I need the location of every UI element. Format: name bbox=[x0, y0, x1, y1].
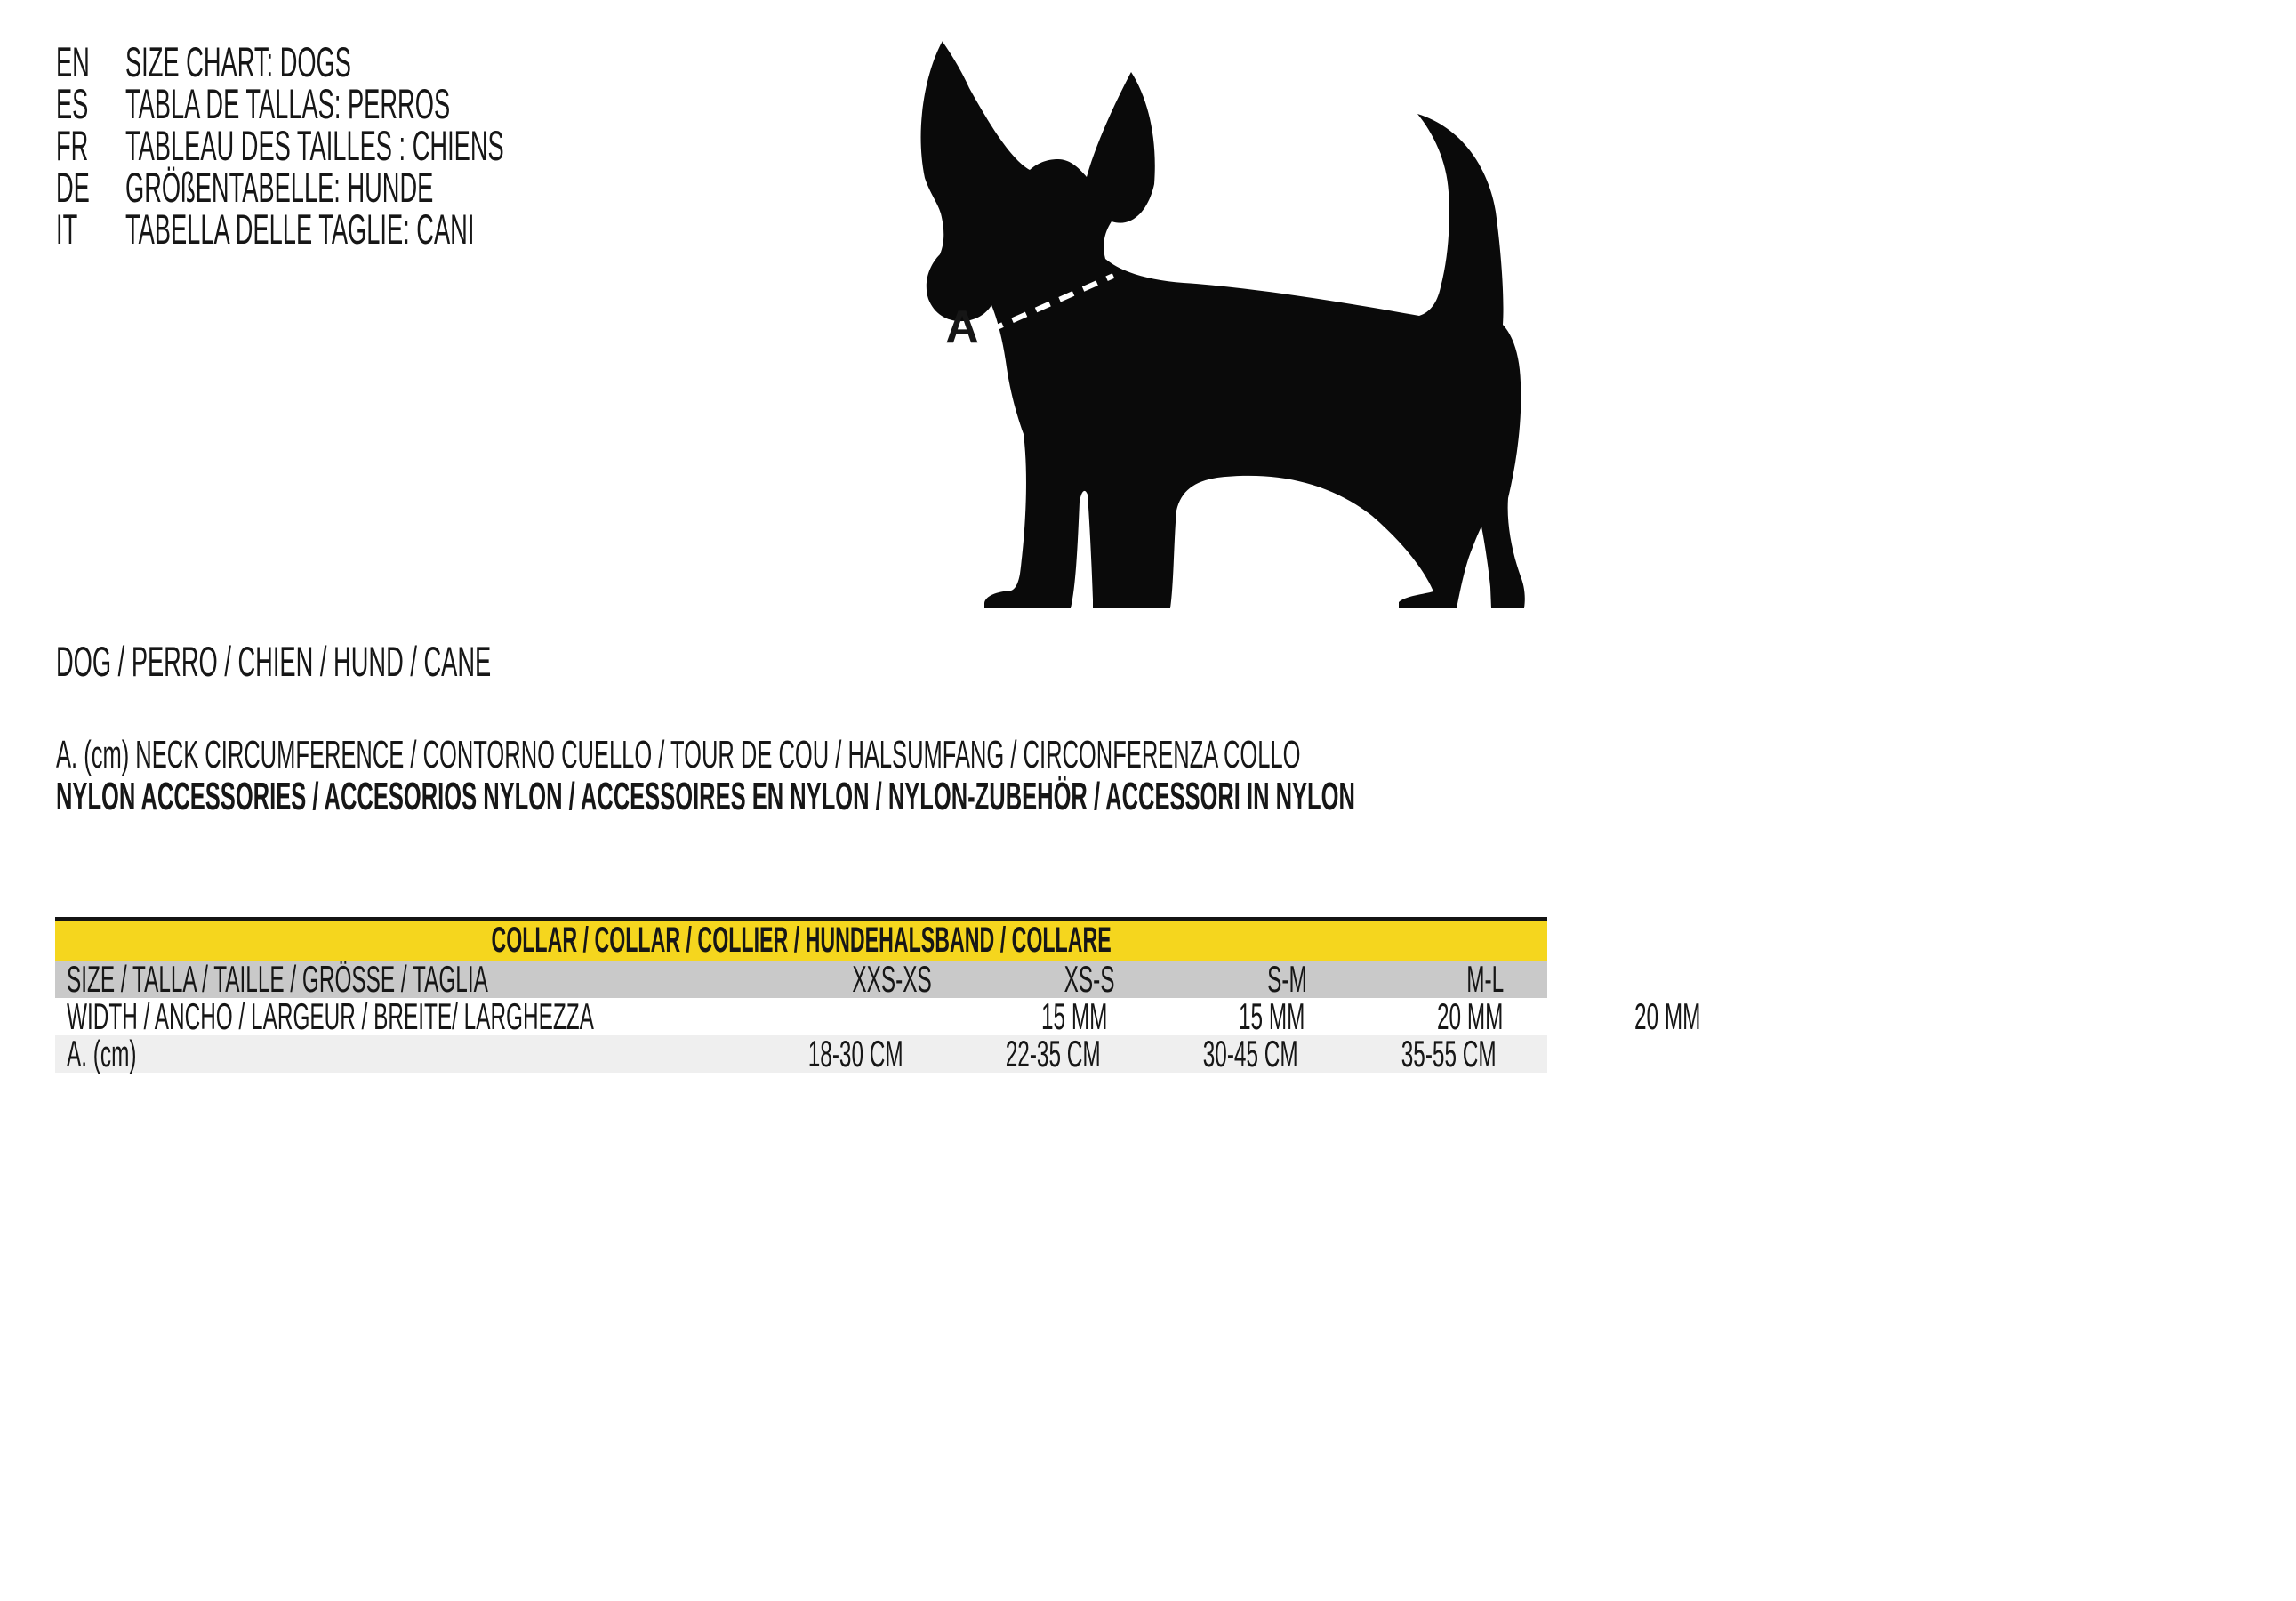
dog-caption-text: DOG / PERRO / CHIEN / HUND / CANE bbox=[56, 638, 492, 685]
lang-row-en bbox=[56, 38, 778, 85]
measure-a-label: A bbox=[945, 302, 979, 353]
width-value-4: 20 MM bbox=[1634, 995, 1701, 1037]
title-en: SIZE CHART: DOGS bbox=[125, 38, 351, 85]
language-title-list bbox=[56, 38, 778, 253]
neck-value-2: 22-35 CM bbox=[1005, 1033, 1101, 1074]
nylon-accessories-note bbox=[56, 775, 2296, 819]
table-header-collar bbox=[55, 921, 1547, 961]
neck-value-1: 18-30 CM bbox=[807, 1033, 903, 1074]
width-value-3: 20 MM bbox=[1436, 995, 1504, 1037]
title-fr: TABLEAU DES TAILLES : CHIENS bbox=[125, 122, 504, 169]
lang-row-it bbox=[56, 205, 778, 253]
neck-value-3: 30-45 CM bbox=[1202, 1033, 1298, 1074]
lang-code-es: ES bbox=[56, 80, 89, 127]
size-value-m-l: M-L bbox=[1466, 958, 1505, 1000]
collar-size-table bbox=[55, 917, 1701, 1074]
lang-code-en: EN bbox=[56, 38, 90, 85]
table-row-size bbox=[55, 958, 1547, 1000]
row-label-a-cm: A. (cm) bbox=[67, 1033, 137, 1074]
size-value-s-m: S-M bbox=[1267, 958, 1308, 1000]
lang-row-es bbox=[56, 80, 778, 127]
lang-row-fr bbox=[56, 122, 778, 169]
lang-code-fr: FR bbox=[56, 122, 89, 169]
dog-silhouette-path bbox=[921, 41, 1525, 608]
size-value-xs-s: XS-S bbox=[1064, 958, 1115, 1000]
row-label-width: WIDTH / ANCHO / LARGEUR / BREITE/ LARGHEZZA bbox=[67, 995, 594, 1037]
neck-circumference-note bbox=[56, 733, 2202, 777]
table-row-width bbox=[55, 995, 1701, 1037]
nylon-accessories-note-text: NYLON ACCESSORIES / ACCESORIOS NYLON / ACCESSOIRES EN NYLON / NYLON-ZUBEHÖR / ACCESSORI IN NYLON bbox=[56, 775, 1355, 818]
row-label-size: SIZE / TALLA / TAILLE / GRÖSSE / TAGLIA bbox=[67, 958, 488, 1000]
width-value-2: 15 MM bbox=[1239, 995, 1305, 1037]
dog-caption bbox=[56, 637, 806, 686]
size-value-xxs-xs: XXS-XS bbox=[852, 958, 932, 1000]
title-it: TABELLA DELLE TAGLIE: CANI bbox=[125, 205, 475, 253]
neck-circumference-note-text: A. (cm) NECK CIRCUMFERENCE / CONTORNO CUELLO / TOUR DE COU / HALSUMFANG / CIRCONFERENZA COLLO bbox=[56, 733, 1301, 776]
lang-code-de: DE bbox=[56, 164, 90, 211]
width-value-1: 15 MM bbox=[1041, 995, 1108, 1037]
title-de: GRÖßENTABELLE: HUNDE bbox=[125, 164, 434, 211]
dog-silhouette-diagram bbox=[791, 18, 1538, 614]
lang-code-it: IT bbox=[56, 205, 78, 253]
title-es: TABLA DE TALLAS: PERROS bbox=[125, 80, 451, 127]
neck-value-4: 35-55 CM bbox=[1401, 1033, 1497, 1074]
dog-silhouette-image bbox=[791, 18, 1538, 614]
table-header-text: COLLAR / COLLAR / COLLIER / HUNDEHALSBAND / COLLARE bbox=[491, 921, 1112, 960]
table-row-neck-cm bbox=[55, 1035, 1547, 1073]
lang-row-de bbox=[56, 164, 778, 211]
